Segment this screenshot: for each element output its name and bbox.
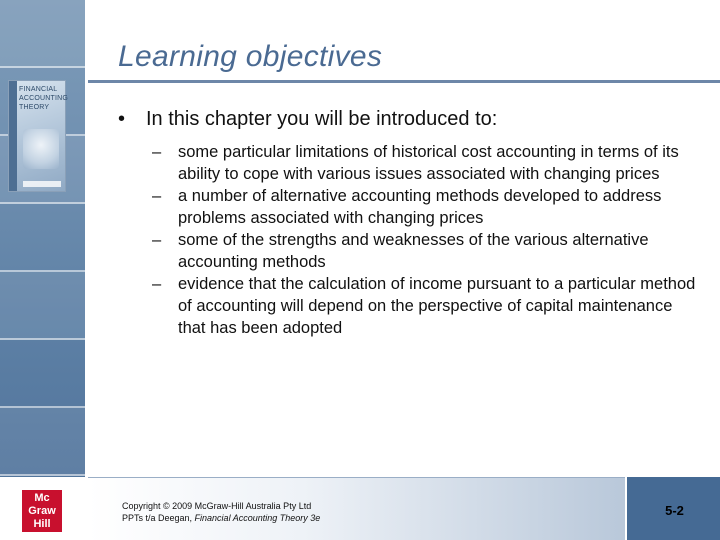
book-title-line: ACCOUNTING — [19, 95, 69, 102]
book-spine — [9, 81, 17, 191]
dash-icon: – — [152, 143, 162, 161]
objectives-list — [152, 141, 704, 339]
book-title — [19, 85, 69, 112]
objective-item — [152, 141, 704, 185]
mcgraw-hill-logo — [22, 490, 62, 532]
objective-text: a number of alternative accounting methods developed to address problems associated with changing prices — [178, 187, 662, 227]
objective-item — [152, 229, 704, 273]
objective-item — [152, 185, 704, 229]
book-cover-art — [23, 129, 59, 169]
intro-bullet — [118, 108, 708, 131]
dash-icon: – — [152, 187, 162, 205]
textbook-cover-icon — [8, 80, 69, 192]
book-reference: Financial Accounting Theory 3e — [194, 513, 321, 523]
page-number: 5-2 — [665, 503, 684, 518]
slide-title: Learning objectives — [118, 40, 383, 73]
footer-copyright — [122, 500, 320, 524]
panel-tile — [0, 204, 85, 272]
copyright-line: Copyright © 2009 McGraw-Hill Australia Pty Ltd — [122, 501, 312, 511]
logo-line: Hill — [33, 518, 51, 530]
page-number-box — [625, 477, 720, 540]
objective-text: some particular limitations of historical cost accounting in terms of its ability to cope with various issues associated with changing prices — [178, 143, 679, 183]
objective-text: evidence that the calculation of income pursuant to a particular method of accounting will depend on the perspective of capital maintenance that has been adopted — [178, 275, 696, 337]
bullet-icon: • — [118, 108, 126, 130]
dash-icon: – — [152, 275, 162, 293]
logo-line: Graw — [28, 505, 56, 517]
objective-text: some of the strengths and weaknesses of the various alternative accounting methods — [178, 231, 649, 271]
logo-line: Mc — [34, 492, 50, 504]
intro-text: In this chapter you will be introduced to: — [146, 108, 498, 130]
book-cover-band — [23, 181, 61, 187]
objective-item — [152, 273, 704, 339]
dash-icon: – — [152, 231, 162, 249]
ppts-prefix: PPTs t/a Deegan, — [122, 513, 195, 523]
book-title-line: THEORY — [19, 104, 50, 111]
panel-tile — [0, 408, 85, 476]
panel-tile — [0, 272, 85, 340]
panel-tile — [0, 340, 85, 408]
ppts-credit-line — [122, 512, 320, 524]
title-rule — [88, 80, 720, 83]
book-title-line: FINANCIAL — [19, 86, 58, 93]
panel-tile — [0, 0, 85, 68]
side-panel — [0, 0, 85, 540]
